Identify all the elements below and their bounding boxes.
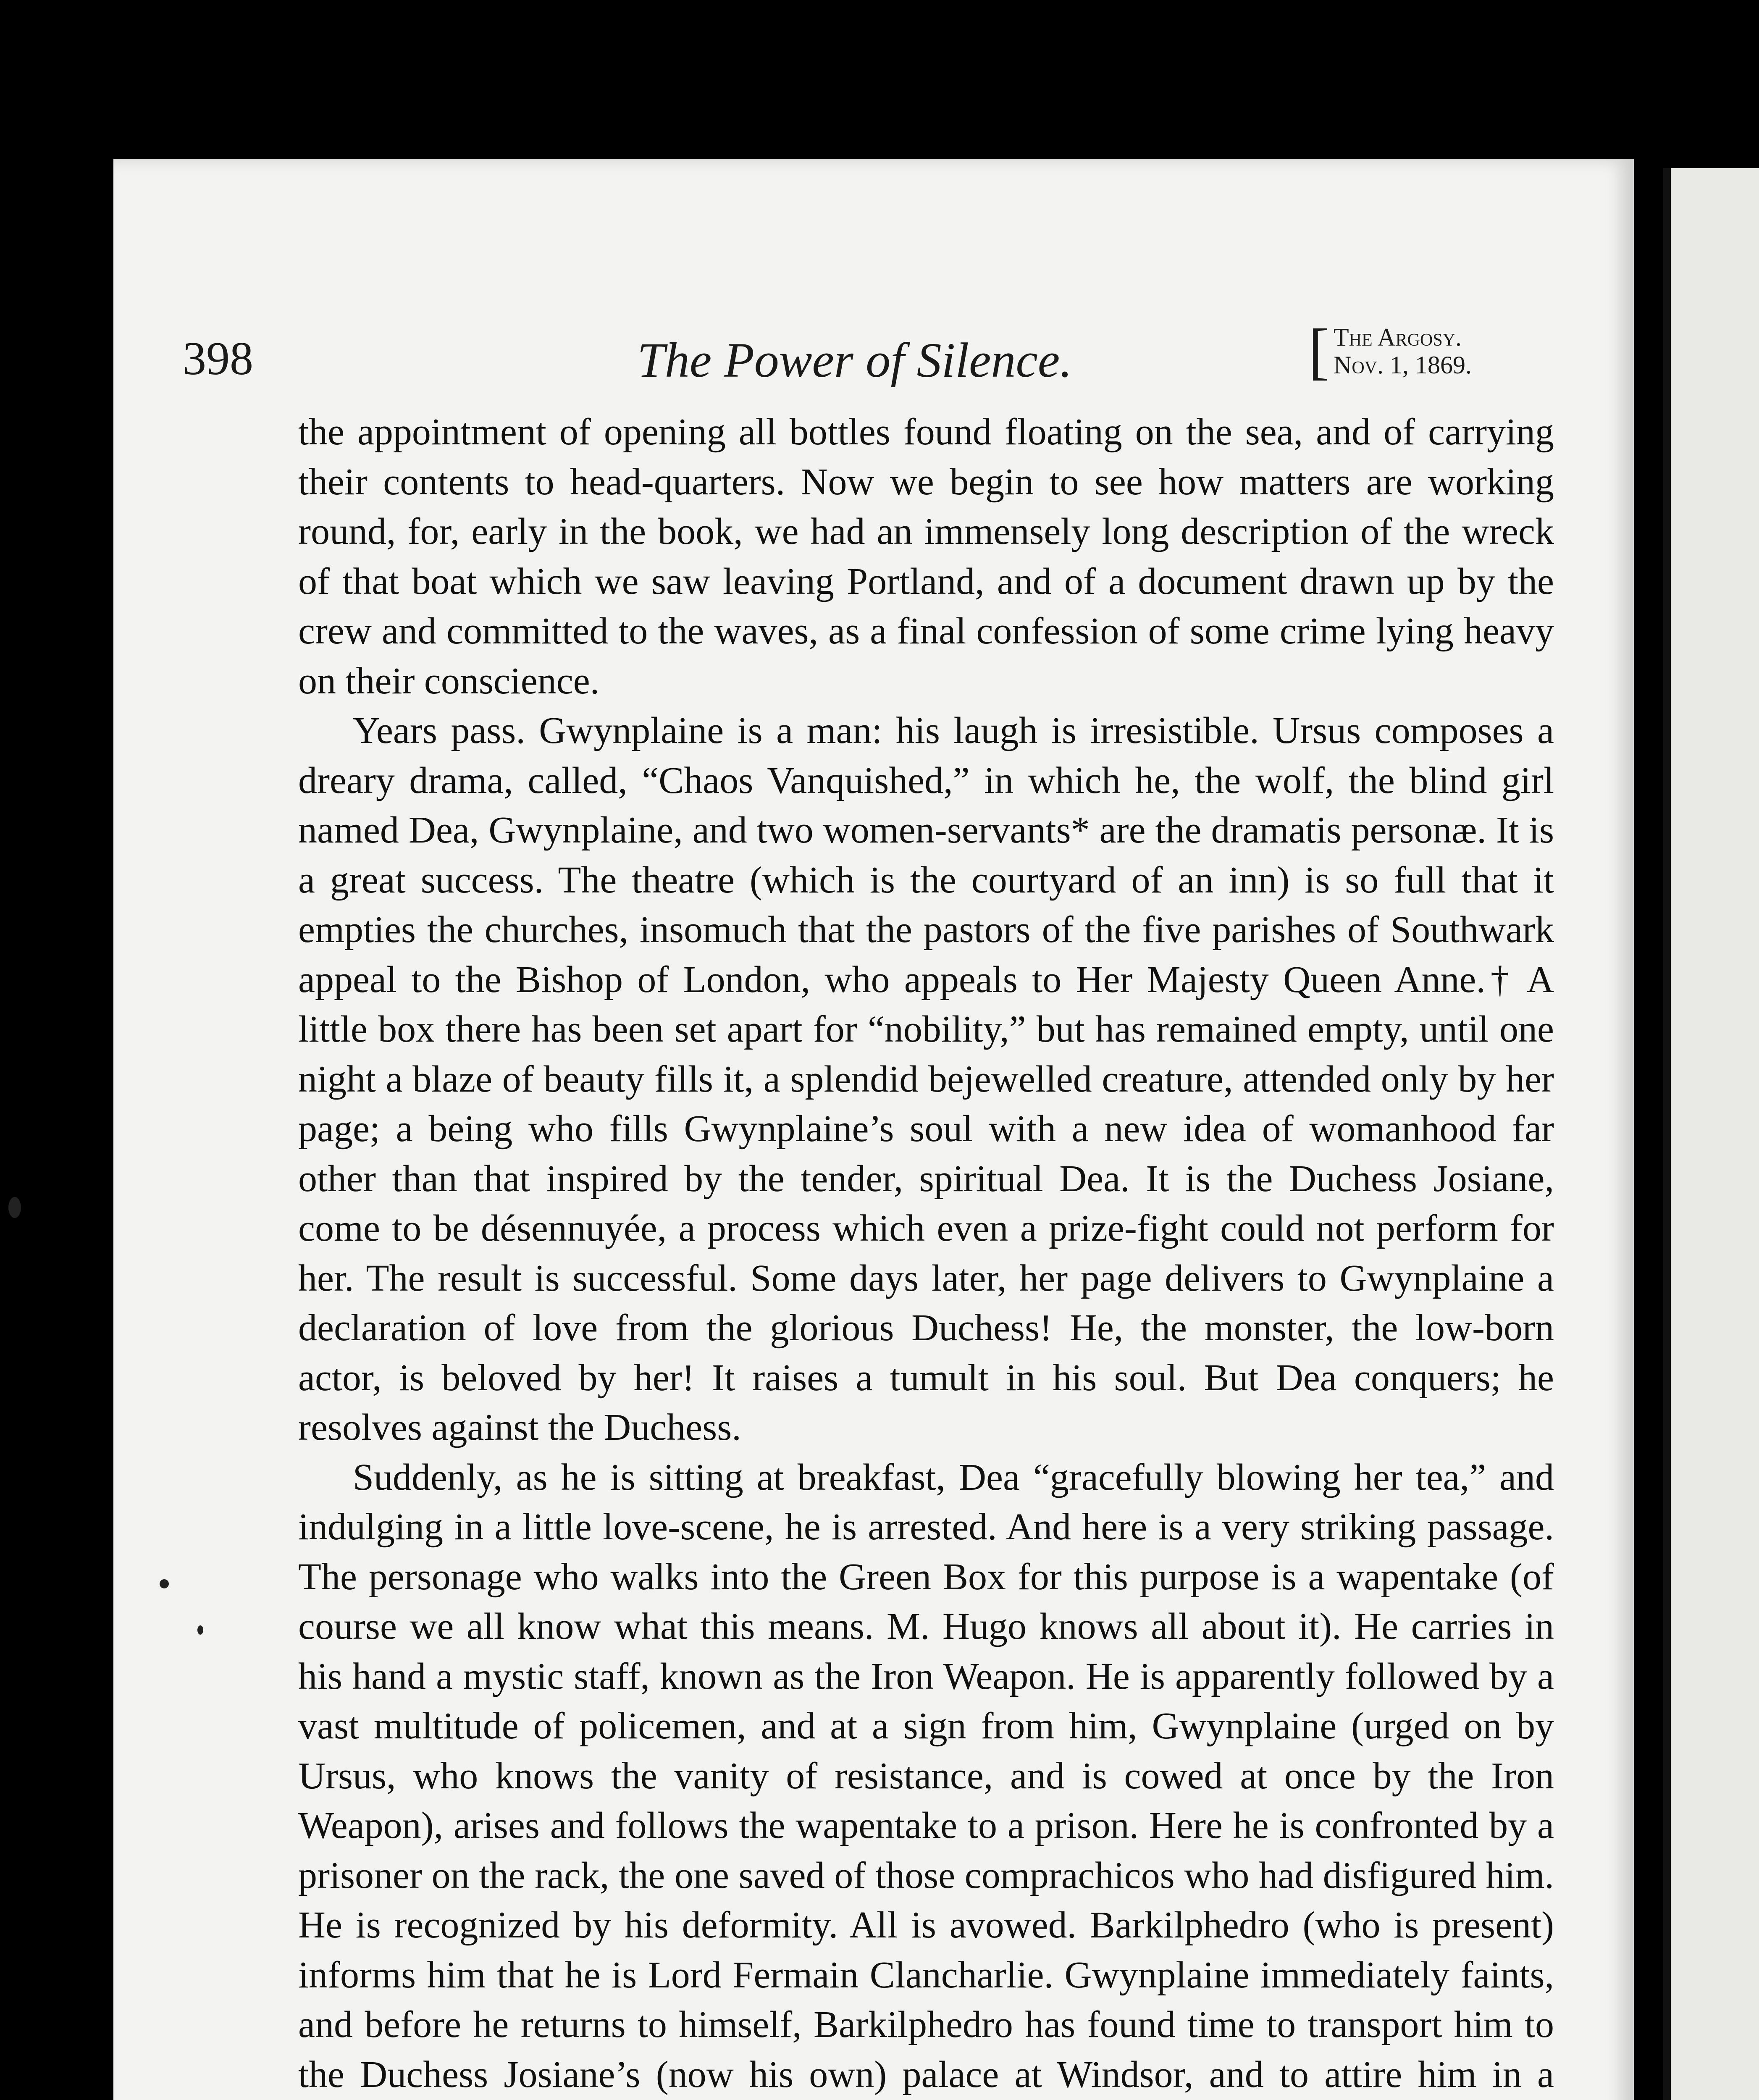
scan-speck (8, 1197, 21, 1218)
body-text (298, 407, 1554, 2100)
page-number: 398 (183, 333, 253, 385)
paragraph: Years pass. Gwynplaine is a man: his laugh is irresistible. Ursus composes a dreary drama, called, “Chaos Vanquished,” in which he, the wolf, the blind girl named Dea, Gwynplaine, and two women-servants* are the dramatis personæ. It is a great success. The theatre (which is the courtyard of an inn) is so full that it empties the churches, insomuch that the pastors of the five parishes of Southwark appeal to the Bishop of London, who appeals to Her Majesty Queen Anne.† A little box there has been set apart for “nobility,” but has remained empty, until one night a blaze of beauty fills it, a splendid bejewelled creature, attended only by her page; a being who fills Gwynplaine’s soul with a new idea of womanhood far other than that inspired by the tender, spiritual Dea. It is the Duchess Josiane, come to be désennuyée, a process which even a prize-fight could not perform for her. The result is successful. Some days later, her page delivers to Gwynplaine a declaration of love from the glorious Duchess! He, the monster, the low-born actor, is beloved by her! It raises a tumult in his soul. But Dea conquers; he resolves against the Duchess. (298, 710, 1554, 1448)
scan-speck (197, 1625, 203, 1635)
running-title: The Power of Silence. (637, 333, 1072, 388)
paragraph: the appointment of opening all bottles found floating on the sea, and of carrying their contents to head-quarters. Now we begin to see how matters are working round, for, early in the book, we had an immensely long description of the wreck of that boat which we saw leaving Portland, and of a document drawn up by the crew and committed to the waves, as a final confession of some crime lying heavy on their conscience. (298, 411, 1554, 702)
running-head (183, 316, 1527, 391)
scan-speck (160, 1579, 169, 1588)
journal-reference (1308, 316, 1527, 386)
bracket-glyph: [ (1308, 316, 1329, 386)
paragraph: Suddenly, as he is sitting at breakfast, Dea “gracefully blowing her tea,” and indulging in a little love-scene, he is arrested. And here is a very striking passage. The personage who walks into the Green Box for this purpose is a wapentake (of course we all know what this means. M. Hugo knows all about it). He carries in his hand a mystic staff, known as the Iron Weapon. He is apparently followed by a vast multitude of policemen, and at a sign from him, Gwynplaine (urged on by Ursus, who knows the vanity of resistance, and is cowed at once by the Iron Weapon), arises and follows the wapentake to a prison. Here he is confronted by a prisoner on the rack, the one saved of those comprachicos who had disfigured him. He is recognized by his deformity. All is avowed. Barkilphedro (who is present) informs him that he is Lord Fermain Clancharlie. Gwynplaine immediately faints, and before he returns to himself, Barkilphedro has found time to transport him to the Duchess Josiane’s (now his own) palace at Windsor, and to attire him in a (298, 1456, 1554, 2095)
adjacent-page-edge (1663, 168, 1759, 2100)
journal-name: The Argosy. (1334, 323, 1462, 351)
journal-date: Nov. 1, 1869. (1334, 351, 1472, 379)
